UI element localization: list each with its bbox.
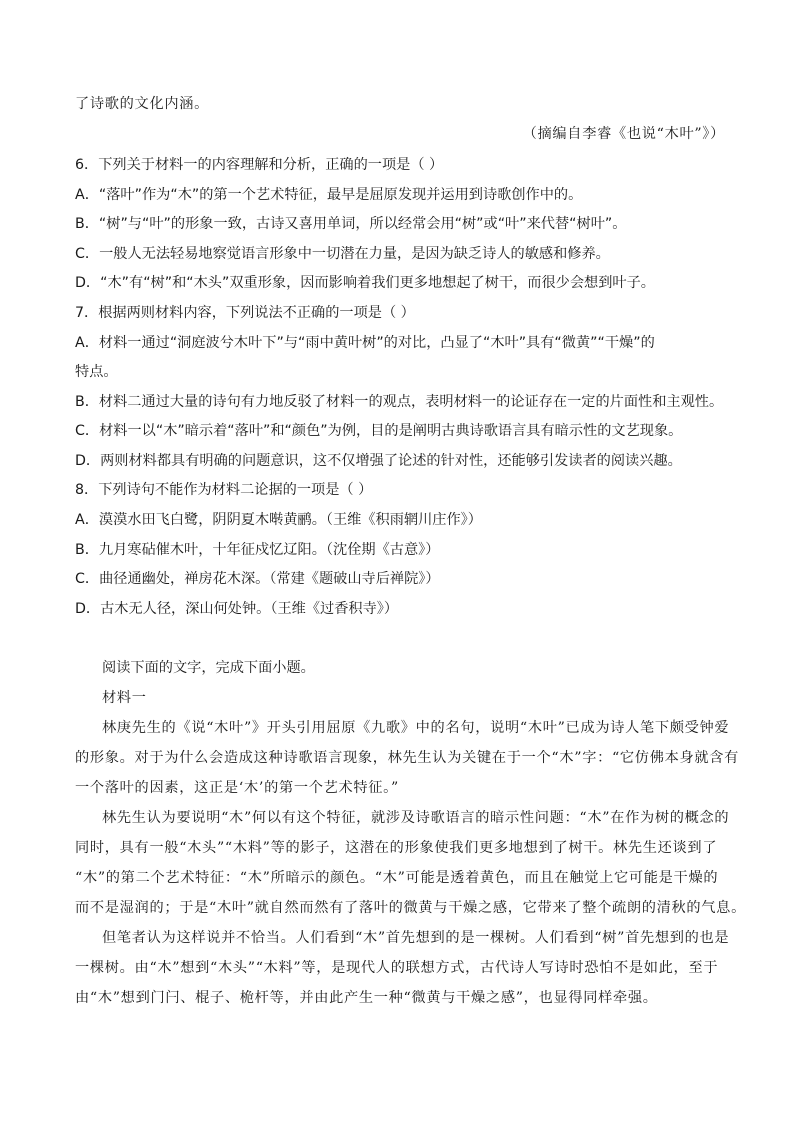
passage-line: 但笔者认为这样说并不恰当。人们看到“木”首先想到的是一棵树。人们看到“树”首先想到的也是 xyxy=(102,930,730,946)
passage-line: “木”的第二个艺术特征：“木”所暗示的颜色。“木”可能是透着黄色，而且在触觉上它可能是干燥的 xyxy=(75,870,719,886)
passage-line: 林先生认为要说明“木”何以有这个特征，就涉及诗歌语言的暗示性问题：“木”在作为树的概念的 xyxy=(102,810,730,826)
source-citation: （摘编自李睿《也说“木叶”》） xyxy=(522,126,725,142)
question-8-option-a: A．漠漠水田飞白鹭，阴阴夏木啭黄鹂。（王维《积雨辋川庄作》） xyxy=(75,512,482,528)
question-7-option-b: B．材料二通过大量的诗句有力地反驳了材料一的观点，表明材料一的论证存在一定的片面性和主观性。 xyxy=(75,394,724,410)
passage-heading: 材料一 xyxy=(102,690,147,706)
passage-line: 而不是湿润的；于是“木叶”就自然而然有了落叶的微黄与干燥之感，它带来了整个疏朗的清秋的气息。 xyxy=(75,900,746,916)
continuation-line: 了诗歌的文化内涵。 xyxy=(75,96,209,112)
passage-line: 的形象。对于为什么会造成这种诗歌语言现象，林先生认为关键在于一个“木”字：“它仿佛本身就含有 xyxy=(75,750,740,766)
question-6-option-c: C．一般人无法轻易地察觉语言形象中一切潜在力量，是因为缺乏诗人的敏感和修养。 xyxy=(75,246,610,262)
passage-line: 同时，具有一般“木头”“木料”等的影子，这潜在的形象使我们更多地想到了树干。林先生还谈到了 xyxy=(75,840,718,856)
question-6-option-b: B．“树”与“叶”的形象一致，古诗又喜用单词，所以经常会用“树”或“叶”来代替“树叶”。 xyxy=(75,216,627,232)
passage-line: 林庚先生的《说“木叶”》开头引用屈原《九歌》中的名句，说明“木叶”已成为诗人笔下颇受钟爱 xyxy=(102,720,730,736)
passage-instruction: 阅读下面的文字，完成下面小题。 xyxy=(102,660,315,676)
question-7-option-d: D．两则材料都具有明确的问题意识，这不仅增强了论述的针对性，还能够引发读者的阅读兴趣。 xyxy=(75,453,682,469)
passage-line: 一个落叶的因素，这正是‘木’的第一个艺术特征。” xyxy=(75,780,399,796)
question-8-option-b: B．九月寒砧催木叶，十年征戍忆辽阳。（沈佺期《古意》） xyxy=(75,542,440,558)
question-7-option-c: C．材料一以“木”暗示着“落叶”和“颜色”为例，目的是阐明古典诗歌语言具有暗示性的文艺现象。 xyxy=(75,423,683,439)
question-6-option-a: A．“落叶”作为“木”的第一个艺术特征，最早是屈原发现并运用到诗歌创作中的。 xyxy=(75,187,583,203)
passage-line: 由“木”想到门闩、棍子、桅杆等，并由此产生一种“微黄与干燥之感”，也显得同样牵强。 xyxy=(75,990,658,1006)
question-8-option-d: D．古木无人径，深山何处钟。（王维《过香积寺》） xyxy=(75,601,399,617)
question-6-stem: 6．下列关于材料一的内容理解和分析，正确的一项是（ ） xyxy=(75,157,444,173)
question-8-option-c: C．曲径通幽处，禅房花木深。（常建《题破山寺后禅院》） xyxy=(75,571,440,587)
question-7-option-a: A．材料一通过“洞庭波兮木叶下”与“雨中黄叶树”的对比，凸显了“木叶”具有“微黄”“干燥”的 xyxy=(75,335,655,351)
question-6-option-d: D．“木”有“树”和“木头”双重形象，因而影响着我们更多地想起了树干，而很少会想到叶子。 xyxy=(75,275,655,291)
passage-line: 一棵树。由“木”想到“木头”“木料”等，是现代人的联想方式，古代诗人写诗时恐怕不是如此，至于 xyxy=(75,960,719,976)
question-7-stem: 7．根据两则材料内容，下列说法不正确的一项是（ ） xyxy=(75,305,415,321)
question-7-option-a-cont: 特点。 xyxy=(75,364,118,380)
question-8-stem: 8．下列诗句不能作为材料二论据的一项是（ ） xyxy=(75,482,373,498)
